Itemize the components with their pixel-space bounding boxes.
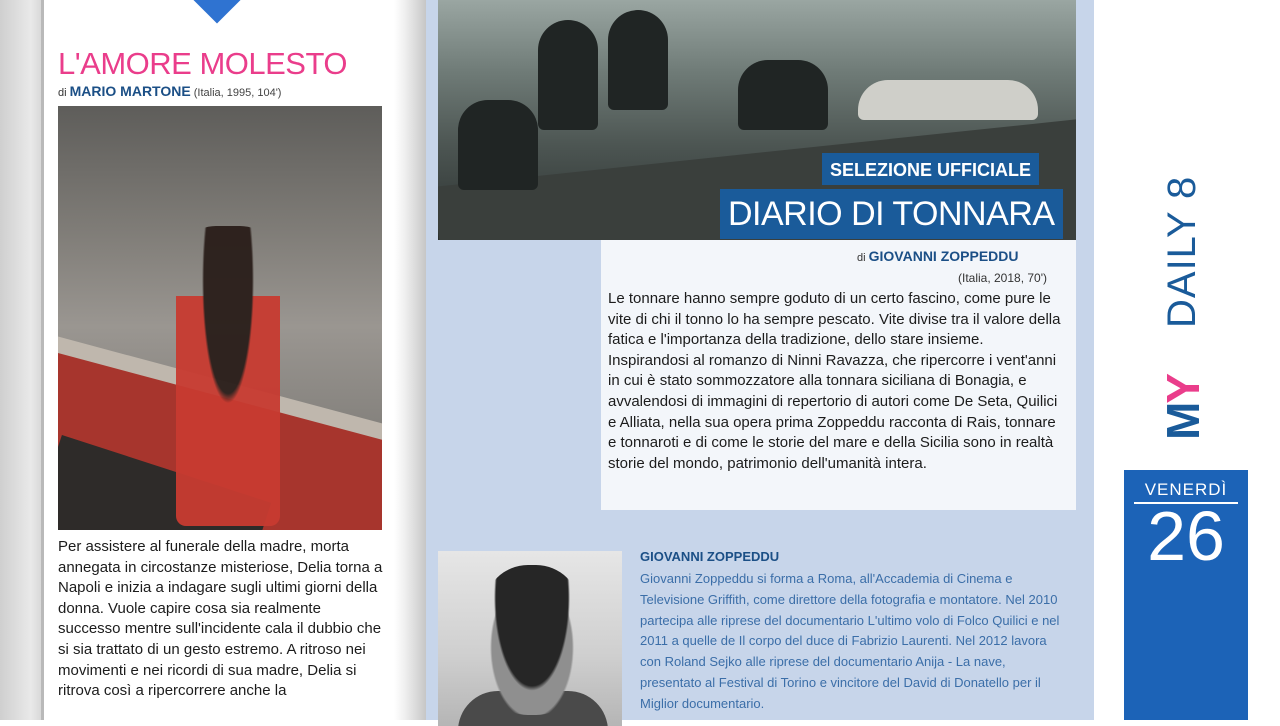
date-box	[1124, 470, 1248, 720]
brand-my	[1156, 375, 1210, 440]
film-credit	[857, 248, 1019, 264]
director-name: GIOVANNI ZOPPEDDU	[868, 248, 1019, 264]
page-fold	[394, 0, 426, 720]
credit-prefix: di	[857, 252, 869, 264]
brand-m: M	[1157, 403, 1209, 440]
bio-text: Giovanni Zoppeddu si forma a Roma, all'Accademia di Cinema e Televisione Griffith, come direttore della fotografia e montatore. Nel 2010 partecipa alle riprese del documentario L'ultimo volo di Folco Quilici e nel 2011 a quelle de Il corpo del duce di Fabrizio Laurenti. Nel 2012 lavora con Roland Sejko alle riprese del documentario Anija - La nave, presentato al Festival di Torino e vincitore del David di Donatello per il Miglior documentario.	[640, 571, 1060, 711]
film-still-photo	[58, 106, 382, 530]
section-label: SELEZIONE UFFICIALE	[822, 153, 1039, 185]
film-title: L'AMORE MOLESTO	[58, 46, 347, 81]
film-synopsis: Per assistere al funerale della madre, morta annegata in circostanze misteriose, Delia torna a Napoli e inizia a indagare sugli ultimi giorni della donna. Vuole capire cosa sia realmente successo mentre sull'incidente cala il dubbio che si sia trattato di un gesto estremo. A ritroso nei movimenti e nei ricordi di sua madre, Delia si ritrova così a ripercorrere anche la	[58, 538, 383, 700]
director-name: MARIO MARTONE	[69, 83, 191, 99]
film-meta: (Italia, 2018, 70')	[958, 271, 1048, 285]
brand-daily: DAILY 8	[1160, 175, 1204, 328]
film-meta: (Italia, 1995, 104')	[190, 87, 282, 99]
page-edge-shadow	[0, 0, 44, 720]
credit-prefix: di	[58, 87, 70, 99]
film-title: DIARIO DI TONNARA	[720, 189, 1063, 239]
film-synopsis: Le tonnare hanno sempre goduto di un certo fascino, come pure le vite di chi il tonno lo ha sempre pescato. Vite divise tra il valore della fatica e l'importanza della tradizione, dello stare insieme. Inspirandosi al romanzo di Ninni Ravazza, che ripercorre i vent'anni in cui è stato sommozzatore alla tonnara siciliana di Bonagia, e avvalendosi di immagini di repertorio di autori come De Seta, Quilici e Alliata, nella sua opera prima Zoppeddu racconta di Rais, tonnare e tonnaroti e di come le storie del mare e della Sicilia sono in realtà storie del mondo, patrimonio dell'umanità intera.	[608, 290, 1061, 472]
film-credit	[58, 83, 281, 99]
day-number: 26	[1147, 497, 1225, 575]
bio-heading: GIOVANNI ZOPPEDDU	[640, 549, 780, 564]
brand-y: Y	[1157, 374, 1209, 404]
day-name: VENERDÌ	[1144, 480, 1228, 499]
director-portrait	[438, 551, 622, 726]
masthead-logo	[1156, 140, 1236, 440]
